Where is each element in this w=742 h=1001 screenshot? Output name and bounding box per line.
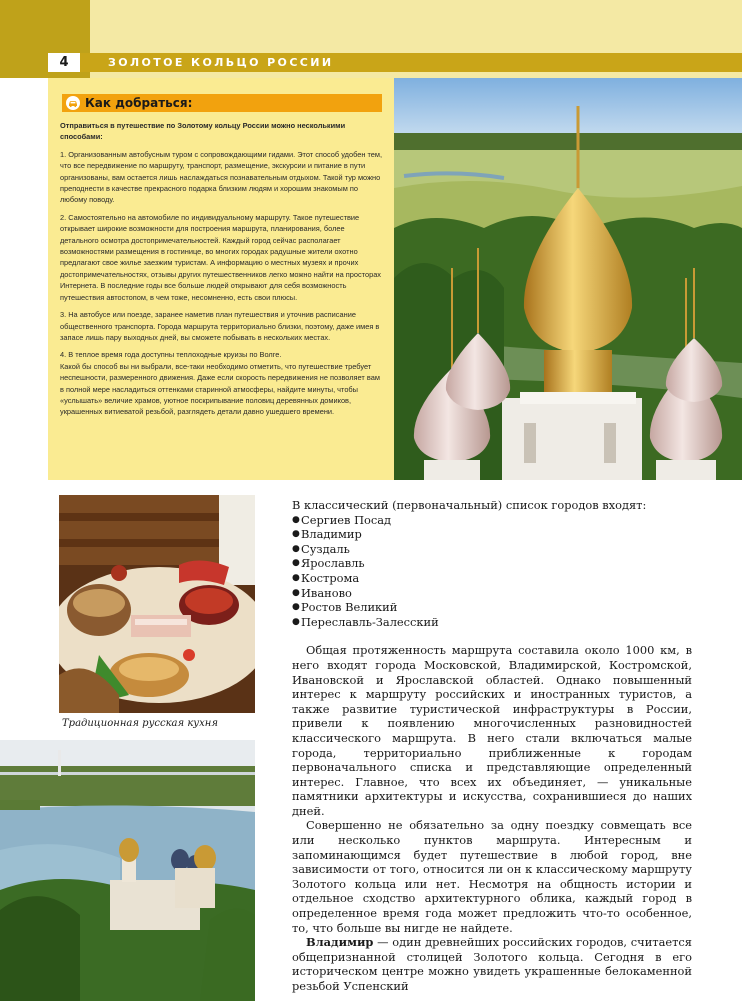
city-list-item: ● Владимир xyxy=(292,527,362,542)
info-title: Как добраться: xyxy=(85,96,193,110)
info-closing: Какой бы способ вы ни выбрали, все-таки необходимо отметить, что путешествие требует неспешности, размеренного движения. Даже если скорость передвижения не позволяет вам в полной мере насладиться оттенками старинной атмосферы, найдите минуты, чтобы «услышать» величие храмов, уютное поскрипывание половиц деревянных домиков, украшенных витиеватой резьбой, разглядеть детали давно ушедшего времени. xyxy=(60,361,380,417)
body-paragraph: Общая протяженность маршрута составила около 1000 км, в него входят города Московской, Владимирской, Костромской, Ивановской и Ярославской областей. Однако повышенный интерес к маршруту российских и иностранных туристов, а также развитие туристической инфраструктуры в России, привели к появлению многочисленных разновидностей классического маршрута. В него стали включаться малые города, территориально приближенные к городам первоначального списка и представляющие определенный интерес. Главное, что всех их объединяет, — уникальные памятники архитектуры и искусства, сохранившиеся до наших дней. xyxy=(292,643,692,818)
body-paragraph: Владимир — один древнейших российских городов, считается общепризнанной столицей Золотого кольца. Сегодня в его историческом центре можно увидеть украшенные белокаменной резьбой Успенский xyxy=(292,935,692,993)
city-list-item: ● Суздаль xyxy=(292,541,350,556)
city-name-vladimir: Владимир xyxy=(306,935,374,950)
list-intro: В классический (первоначальный) список городов входят: xyxy=(292,498,647,512)
bullet-icon: ● xyxy=(292,587,300,598)
photo-russian-cuisine xyxy=(59,495,255,713)
city-list-item: ● Сергиев Посад xyxy=(292,512,392,527)
bullet-icon: ● xyxy=(292,616,300,627)
photo-golden-domes xyxy=(394,78,742,480)
photo-river-city xyxy=(0,740,255,1001)
bullet-icon: ● xyxy=(292,514,300,525)
main-text-column xyxy=(292,498,692,994)
info-item: 4. В теплое время года доступны теплоходные круизы по Волге. xyxy=(60,350,282,360)
bullet-icon: ● xyxy=(292,543,300,554)
city-list-item: ● Иваново xyxy=(292,585,352,600)
city-list xyxy=(292,513,692,630)
info-item: 3. На автобусе или поезде, заранее наметив план путешествия и уточнив расписание общественного транспорта. Города маршрута территориально близки, поэтому, даже имея в запасе лишь пару выходных дней, вы сможете побывать в нескольких местах. xyxy=(60,310,380,342)
running-head: ЗОЛОТОЕ КОЛЬЦО РОССИИ xyxy=(108,56,334,69)
city-list-item: ● Переславль-Залесский xyxy=(292,614,439,629)
spacer xyxy=(292,629,692,643)
info-text xyxy=(60,120,385,424)
bullet-icon: ● xyxy=(292,529,300,540)
info-intro: Отправиться в путешествие по Золотому кольцу России можно несколькими способами: xyxy=(60,121,346,142)
body-paragraph: Совершенно не обязательно за одну поездку совмещать все или несколько пунктов маршрута. Интересным и запоминающимся будет путешествие в любой город, вне зависимости от того, относится ли он к классическому маршруту Золотого кольца или нет. Несмотря на общность истории и отдельное сходство архитектурного облика, каждый город в определенное время года может предложить что-то особенное, то, что больше вы нигде не найдете. xyxy=(292,818,692,935)
bullet-icon: ● xyxy=(292,572,300,583)
city-list-item: ● Кострома xyxy=(292,570,360,585)
bullet-icon: ● xyxy=(292,558,300,569)
city-list-item: ● Ростов Великий xyxy=(292,600,398,615)
info-item: 1. Организованным автобусным туром с сопровождающими гидами. Этот способ удобен тем, что все передвижение по маршруту, транспорт, размещение, экскурсии и питание в пути организованы, вам остается лишь наслаждаться познавательным отдыхом. Такой тур можно преподнести в качестве прекрасного подарка близким людям и хорошим знакомым по любому поводу. xyxy=(60,149,383,205)
photo-caption: Традиционная русская кухня xyxy=(62,718,218,729)
bullet-icon: ● xyxy=(292,602,300,613)
info-item: 2. Самостоятельно на автомобиле по индивидуальному маршруту. Такое путешествие открывает широкие возможности для построения маршрута, планирования, более детального осмотра достопримечательностей. Каждый город сейчас располагает возможностями размещения в гостинице, во многих городах радушные жители охотно предлагают свое жилье заезжим туристам. А информацию о местных музеях и прочих достопримечательностях, отзывы других путешественников легко можно найти на просторах Интернета. В последние годы все больше людей открывают для себя возможность путешествия автостопом, в чем тоже, несомненно, есть свои плюсы. xyxy=(60,212,382,302)
car-icon xyxy=(66,96,80,110)
city-list-item: ● Ярославль xyxy=(292,556,365,571)
page-number: 4 xyxy=(48,53,80,72)
